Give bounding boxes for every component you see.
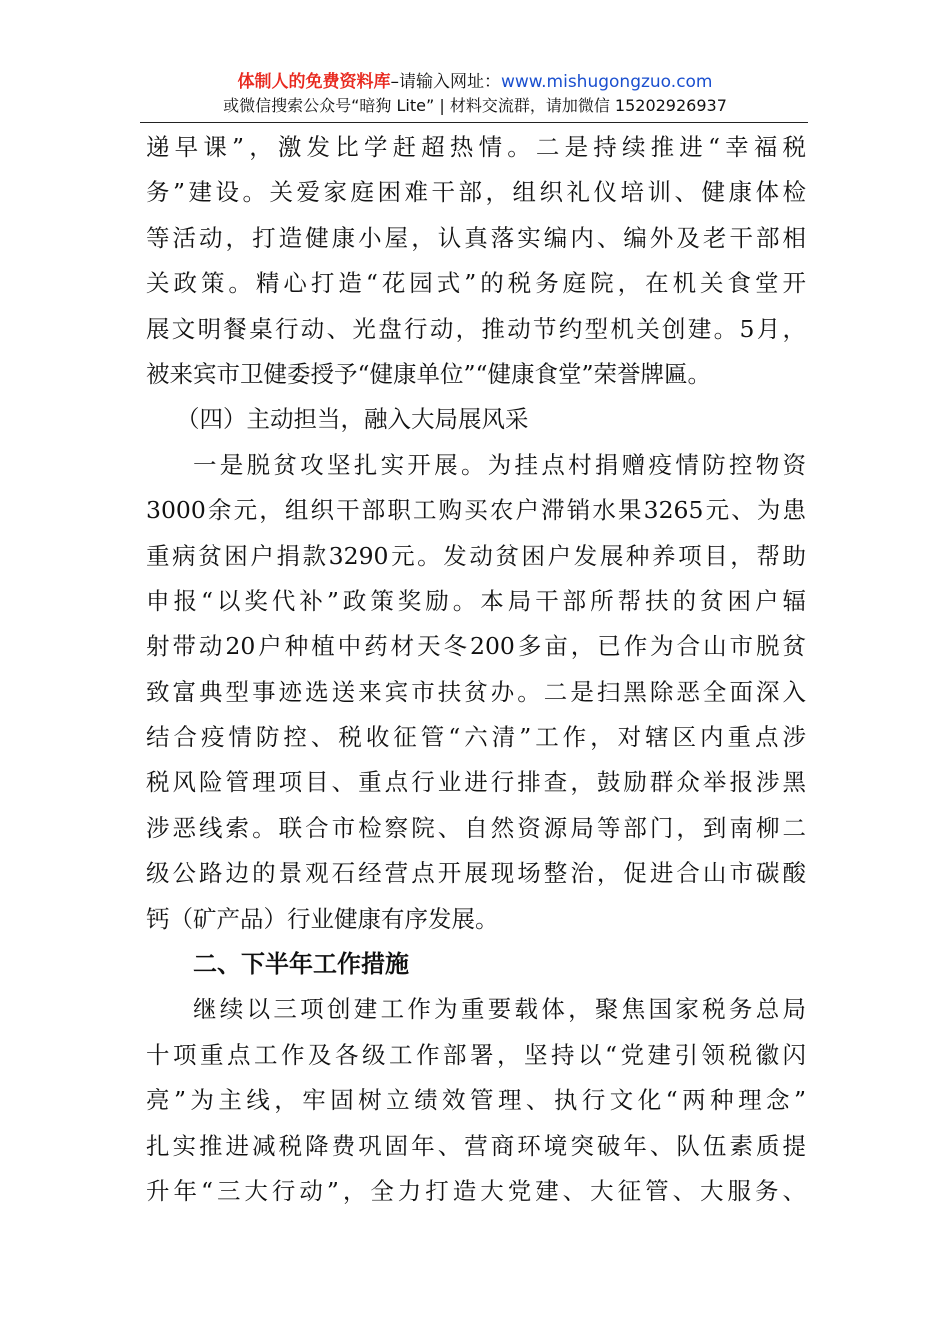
body-line: 射带动20户种植中药材天冬200多亩，已作为合山市脱贫 (146, 632, 806, 661)
section-subheading: （四）主动担当，融入大局展风采 (176, 405, 529, 434)
body-line: 务”建设。关爱家庭困难干部，组织礼仪培训、健康体检 (146, 178, 806, 207)
body-line: 结合疫情防控、税收征管“六清”工作，对辖区内重点涉 (146, 723, 806, 752)
header-line-1 (130, 70, 820, 94)
body-line: 等活动，打造健康小屋，认真落实编内、编外及老干部相 (146, 223, 806, 252)
body-line: 升年“三大行动”，全力打造大党建、大征管、大服务、 (146, 1176, 806, 1205)
url-prompt: –请输入网址： (390, 72, 501, 92)
site-name: 体制人的免费资料库 (237, 72, 391, 92)
body-line: 重病贫困户捐款3290元。发动贫困户发展种养项目，帮助 (146, 541, 806, 570)
body-line: 级公路边的景观石经营点开展现场整治，促进合山市碳酸 (146, 859, 806, 888)
header-line-2: 或微信搜索公众号“暗狗 Lite” | 材料交流群，请加微信 15202926937 (223, 96, 727, 115)
body-line: 递早课”，激发比学赶超热情。二是持续推进“幸福税 (146, 133, 806, 161)
body-line: 致富典型事迹选送来宾市扶贫办。二是扫黑除恶全面深入 (146, 677, 806, 706)
body-line: 3000余元，组织干部职工购买农户滞销水果3265元、为患 (146, 496, 806, 525)
body-line: 十项重点工作及各级工作部署，坚持以“党建引领税徽闪 (146, 1040, 806, 1069)
body-line: 继续以三项创建工作为重要载体，聚焦国家税务总局 (193, 995, 806, 1024)
body-line: 展文明餐桌行动、光盘行动，推动节约型机关创建。5月， (146, 314, 806, 343)
body-line: 钙（矿产品）行业健康有序发展。 (146, 904, 499, 933)
section-heading: 二、下半年工作措施 (193, 950, 409, 979)
header-divider (140, 122, 808, 123)
body-line: 被来宾市卫健委授予“健康单位”“健康食堂”荣誉牌匾。 (146, 359, 712, 388)
body-line: 涉恶线索。联合市检察院、自然资源局等部门，到南柳二 (146, 813, 806, 842)
watermark-header (130, 70, 820, 118)
body-line: 关政策。精心打造“花园式”的税务庭院，在机关食堂开 (146, 269, 806, 298)
body-line: 一是脱贫攻坚扎实开展。为挂点村捐赠疫情防控物资 (193, 450, 806, 479)
site-url-link[interactable]: www.mishugongzuo.com (500, 72, 713, 92)
body-line: 税风险管理项目、重点行业进行排查，鼓励群众举报涉黑 (146, 768, 806, 797)
document-body (146, 125, 806, 1214)
body-line: 亮”为主线，牢固树立绩效管理、执行文化“两种理念” (146, 1086, 806, 1115)
body-line: 申报“以奖代补”政策奖励。本局干部所帮扶的贫困户辐 (146, 586, 806, 615)
body-line: 扎实推进减税降费巩固年、营商环境突破年、队伍素质提 (146, 1131, 806, 1160)
